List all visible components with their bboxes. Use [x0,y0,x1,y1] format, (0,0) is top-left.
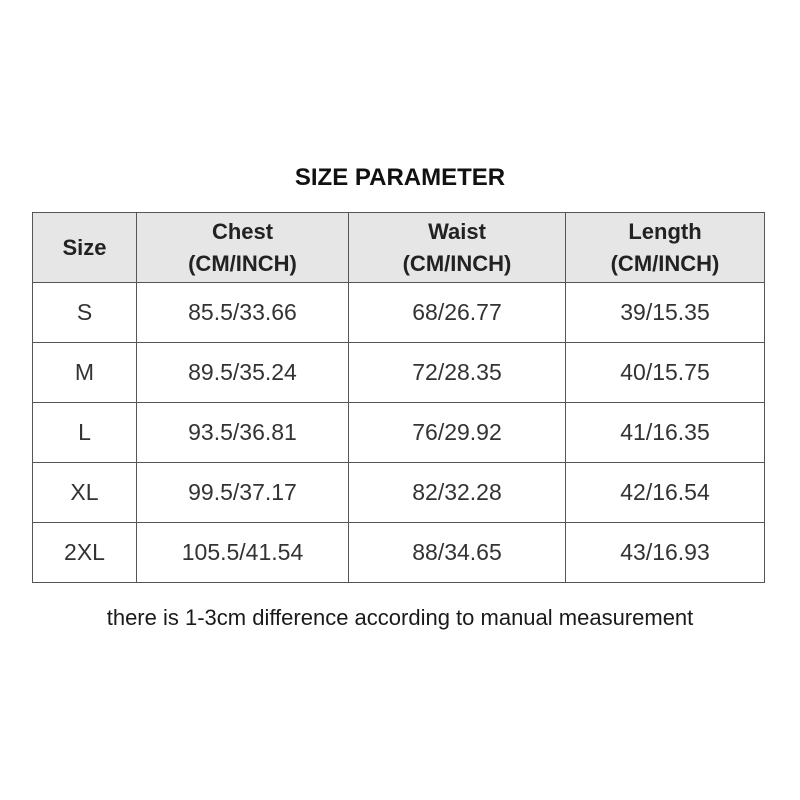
header-waist [349,213,566,283]
header-waist-label: Waist [428,218,486,244]
header-chest-label: Chest [211,218,274,244]
cell-length: 43/16.93 [566,523,765,583]
table-row [33,463,765,523]
cell-chest: 89.5/35.24 [137,343,349,403]
cell-size: L [33,403,137,463]
table-row [33,523,765,583]
measurement-note: there is 1-3cm difference according to manual measurement [106,605,694,630]
cell-size: 2XL [33,523,137,583]
header-length-label: Length [628,218,702,244]
table-header-row [33,213,765,283]
cell-chest: 99.5/37.17 [137,463,349,523]
cell-chest: 105.5/41.54 [137,523,349,583]
cell-waist: 72/28.35 [349,343,566,403]
cell-size: M [33,343,137,403]
cell-waist: 82/32.28 [349,463,566,523]
header-size-label: Size [62,234,107,260]
size-table [32,212,765,583]
cell-size: XL [33,463,137,523]
table-row [33,283,765,343]
table-row [33,403,765,463]
cell-length: 39/15.35 [566,283,765,343]
chart-title: SIZE PARAMETER [294,164,506,191]
header-waist-unit: (CM/INCH) [402,250,512,276]
header-size [33,213,137,283]
header-length-unit: (CM/INCH) [610,250,720,276]
cell-chest: 85.5/33.66 [137,283,349,343]
cell-size: S [33,283,137,343]
cell-length: 41/16.35 [566,403,765,463]
cell-length: 42/16.54 [566,463,765,523]
header-chest-unit: (CM/INCH) [188,250,297,276]
cell-length: 40/15.75 [566,343,765,403]
cell-waist: 76/29.92 [349,403,566,463]
header-chest [137,213,349,283]
table-row [33,343,765,403]
cell-waist: 88/34.65 [349,523,566,583]
cell-chest: 93.5/36.81 [137,403,349,463]
cell-waist: 68/26.77 [349,283,566,343]
header-length [566,213,765,283]
